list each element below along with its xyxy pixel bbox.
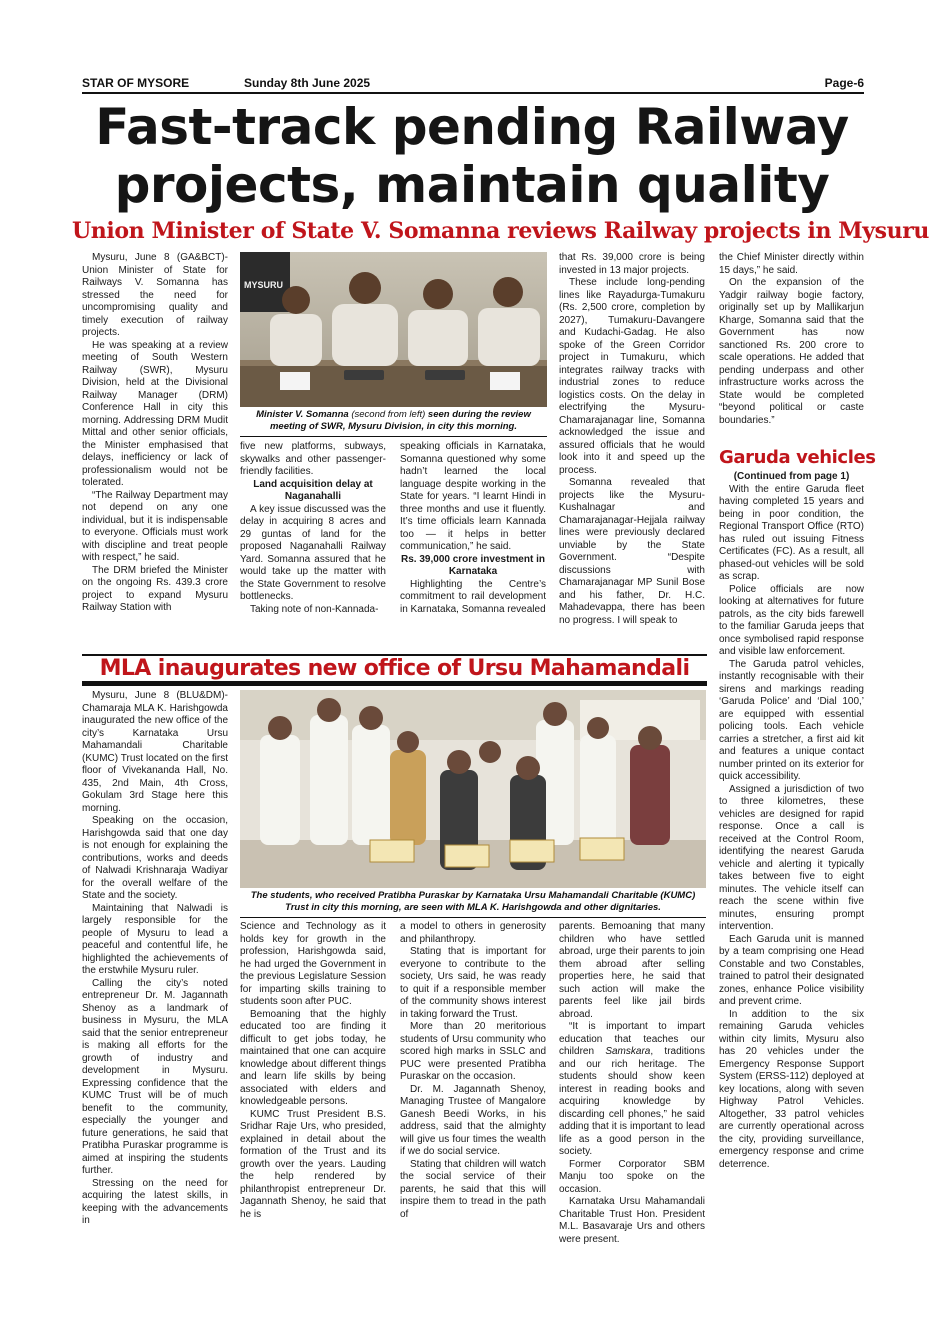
review-meeting-caption <box>240 409 547 433</box>
caption-part: (second from left) <box>348 409 428 420</box>
story1-paragraph: On the expansion of the Yadgir railway bogie factory, originally set up by Mallikarjun Kharge, Somanna said that the Government has now sanctioned Rs. 200 crore to scale operations. He added that pending underpass and other infrastructure works across the State would be completed “beyond political or caste boundaries.” <box>719 277 864 426</box>
story1-paragraph: Mysuru, June 8 (GA&BCT)- Union Minister of State for Railways V. Somanna has stressed the need for uncompromising quality and timely execution of railway projects. <box>82 252 228 338</box>
story2-paragraph: Dr. M. Jagannath Shenoy, Managing Trustee of Mangalore Ganesh Beedi Works, in his address, said that the almighty will give us four times the wealth if we do social service. <box>400 1083 546 1157</box>
garuda-continued: (Continued from page 1) <box>733 471 850 482</box>
story2-column-4 <box>559 921 705 1261</box>
text-run: , traditions and our rich heritage. The students should show keen interest in reading books and acquiring knowledge by discarding cell phones,” he said adding that it is important to lead life as a good person in the society. <box>559 1046 705 1157</box>
story2-paragraph: Stressing on the need for acquiring the latest skills, in keeping with the advancements in <box>82 1177 228 1226</box>
story2-paragraph: Karnataka Ursu Mahamandali Charitable Trust Hon. President M.L. Basavaraje Urs and others were present. <box>559 1196 705 1245</box>
masthead <box>82 74 864 94</box>
story2-paragraph: Stating that children will watch the social service of their parents, he said that this will inspire them to tread in the path of <box>400 1158 546 1220</box>
ceremony-photo-image <box>240 690 706 888</box>
main-subhead: Union Minister of State V. Somanna reviews Railway projects in Mysuru <box>72 218 930 244</box>
award-ceremony-photo <box>240 690 706 888</box>
story1-paragraph: Highlighting the Centre’s commitment to rail development in Karnataka, Somanna revealed <box>400 578 546 615</box>
story1-paragraph: the Chief Minister directly within 15 days,” he said. <box>719 252 864 276</box>
garuda-headline: Garuda vehicles <box>719 447 876 468</box>
text-run-italic: Samskara <box>605 1046 651 1057</box>
garuda-column <box>719 471 864 1261</box>
garuda-paragraph: In addition to the six remaining Garuda vehicles within city limits, Mysuru also has 20 vehicles under the Emergency Response Support System (ERSS-112) deployed at key locations, along with seven Highway Patrol Vehicles. Altogether, 33 patrol vehicles are currently operational across the city, providing surveillance, emergency response and crime deterrence. <box>719 1008 864 1170</box>
story2-paragraph: Bemoaning that the highly educated too are finding it difficult to get jobs today, he maintained that one can acquire knowledge about different things and learn life skills by being associated with elders and knowledgeable persons. <box>240 1008 386 1107</box>
story2-column-1 <box>82 690 228 1261</box>
award-ceremony-caption: The students, who received Pratibha Puraskar by Karnataka Ursu Mahamandali Charitable (KUMC) Trust in city this morning, are seen with MLA K. Harishgowda and other dignitaries. <box>250 890 696 913</box>
caption-part: Minister V. Somanna <box>256 409 349 420</box>
story2-column-3 <box>400 921 546 1261</box>
story2-paragraph: Former Corporator SBM Manju too spoke on the occasion. <box>559 1158 705 1195</box>
story2-paragraph: Science and Technology as it holds key for growth in the profession, Harishgowda said, he had urged the Government in the previous Legislature Session for imparting skills training to students soon after PUC. <box>240 921 386 1007</box>
review-meeting-photo <box>240 252 547 407</box>
story1-column-4 <box>559 252 705 648</box>
story2-paragraph <box>559 1021 705 1159</box>
caption-part: seen during the review meeting of SWR, Mysuru Division, in city this morning. <box>269 409 531 432</box>
story1-paragraph: He was speaking at a review meeting of South Western Railway (SWR), Mysuru Division, held at the Divisional Railway Manager (DRM) Conference Hall in city this morning. Addressing DRM Mudit Mittal and other senior officials, the Minister emphasised that delays, inefficiency or lack of professionalism would not be tolerated. <box>82 339 228 488</box>
story2-paragraph: Stating that is important for everyone to contribute to the society, Urs said, he was ready to quit if a responsible member of the community shows interest in taking forward the Trust. <box>400 946 546 1020</box>
headline-line-2: projects, maintain quality <box>114 156 830 214</box>
story2-paragraph: Maintaining that Nalwadi is largely responsible for the people of Mysuru to lead a peaceful and contentful life, he highlighted the achievements of the erstwhile Mysuru ruler. <box>82 902 228 976</box>
story1-paragraph: that Rs. 39,000 crore is being invested in 13 major projects. <box>559 252 705 276</box>
story1-subhead: Rs. 39,000 crore investment in Karnataka <box>401 553 545 577</box>
story1-paragraph: speaking officials in Karnataka, Somanna questioned why some hadn’t learned the local language despite working in the State for years. “I learnt Hindi in three months and use it fluently. It’s time officials learn Kannada too — it helps in better communication,” he said. <box>400 441 546 552</box>
garuda-paragraph: The Garuda patrol vehicles, instantly recognisable with their sirens and markings reading ‘Garuda Police’ and ‘Dial 100,’ are equipped with essential policing tools. Each vehicle carries a stretcher, a first aid kit and features a unique contact number printed on its exterior for quick accessibility. <box>719 658 864 782</box>
story1-subhead: Land acquisition delay at Naganahalli <box>253 478 373 502</box>
mla-headline: MLA inaugurates new office of Ursu Mahamandali <box>82 656 707 681</box>
story1-paragraph: A key issue discussed was the delay in acquiring 8 acres and 29 guntas of land for the proposed Naganahalli Railway Yard. Somanna assured that he would take up the matter with the State Government to resolve bottlenecks. <box>240 503 386 602</box>
issue-date: Sunday 8th June 2025 <box>244 76 371 90</box>
story1-column-2 <box>240 441 386 648</box>
story1-column-5 <box>719 252 864 442</box>
caption-rule <box>240 436 547 437</box>
publication-name: STAR OF MYSORE <box>82 76 190 90</box>
mla-headline-box <box>82 654 707 686</box>
story2-paragraph: a model to others in generosity and philanthropy. <box>400 921 546 945</box>
garuda-paragraph: Police officials are now looking at alternatives for future patrols, as the city bids farewell to the familiar Garuda jeeps that once symbolised rapid response and visible law enforcement. <box>719 583 864 657</box>
story1-column-1 <box>82 252 228 648</box>
story2-paragraph: Mysuru, June 8 (BLU&DM)- Chamaraja MLA K. Harishgowda inaugurated the new office of the city’s Karnataka Ursu Mahamandali Charitable (KUMC) Trust located on the first floor of Vivekananda Hall, No. 435, 2nd Main, 4th Cross, Gokulam 3rd Stage here this morning. <box>82 690 228 814</box>
story1-paragraph: five new platforms, subways, skywalks and other passenger-friendly facilities. <box>240 441 386 477</box>
story2-paragraph: More than 20 meritorious students of Ursu community who scored high marks in SSLC and PUC were presented Pratibha Puraskar on the occasion. <box>400 1021 546 1082</box>
caption-rule <box>240 917 706 918</box>
story1-paragraph: Somanna revealed that projects like the Mysuru-Kushalnagar and Chamarajanagar-Hejjala railway lines were previously declared unviable by the State Government. “Despite discussions with Chamarajanagar MP Sunil Bose and his father, Dr. H.C. Mahadevappa, there has been no progress. I will speak to <box>559 477 705 626</box>
story2-paragraph: KUMC Trust President B.S. Sridhar Raje Urs, who presided, explained in detail about the formation of the Trust and its growth over the years. Lauding the help rendered by philanthropist entrepreneur Dr. Jagannath Shenoy, he said that he is <box>240 1108 386 1220</box>
story2-paragraph: parents. Bemoaning that many children who have settled abroad, urge their parents to join them abroad after selling properties here, he said that such action will make the parents feel like jail birds abroad. <box>559 921 705 1020</box>
garuda-paragraph: Each Garuda unit is manned by a team comprising one Head Constable and two Constables, trained to patrol their designated zones, enhance Police visibility and prevent crime. <box>719 933 864 1007</box>
meeting-photo-image <box>240 252 547 407</box>
story1-column-3 <box>400 441 546 648</box>
story2-paragraph: Calling the city’s noted entrepreneur Dr. M. Jagannath Shenoy as a landmark of business in Mysuru, the MLA said that the senior entrepreneur is making all efforts for the growth of industry and development in Mysuru. Expressing confidence that the KUMC Trust will be of much benefit to the community, especially the younger and future generations, he said that Pratibha Puraskar programme is aimed at inspiring the students further. <box>82 977 228 1176</box>
page-number: Page-6 <box>824 76 864 90</box>
story1-paragraph: Taking note of non-Kannada- <box>250 603 379 615</box>
headline-line-1: Fast-track pending Railway <box>95 98 849 156</box>
garuda-paragraph: Assigned a jurisdiction of two to three kilometres, these vehicles are designed for rapid response. Once a call is received at the Control Room, identifying the nearest Garuda vehicle and alerting it typically takes between five to eight minutes. The vehicle itself can reach the scene within five minutes, ensuring prompt intervention. <box>719 783 864 932</box>
masthead-rule <box>82 92 864 94</box>
story1-paragraph: The DRM briefed the Minister on the ongoing Rs. 439.3 crore project to expand Mysuru Railway Station with <box>82 564 228 613</box>
photo-sign-text: MYSURU <box>244 280 284 290</box>
story2-paragraph: Speaking on the occasion, Harishgowda said that one day is not enough for explaining the contributions, works and deeds of Nalwadi Krishnaraja Wadiyar for the overall welfare of the State and the society. <box>82 815 228 901</box>
main-headline <box>72 98 872 214</box>
story1-paragraph: “The Railway Department may not depend on any one individual, but it is indispensable to everyone. Officials must work with discipline and treat people with respect,” he said. <box>82 489 228 563</box>
story2-column-2 <box>240 921 386 1261</box>
text-run: “It is important to impart education that teaches our children <box>559 1021 705 1057</box>
story1-paragraph: These include long-pending lines like Rayadurga-Tumakuru (Rs. 2,500 crore, completion by 2027), Tumakuru-Davangere and Kudachi-Gadag. He also spoke of the Green Corridor project in Tumakuru, which integrates railway tracks with industrial zones to reduce logistics costs. On the delay in electrifying the Mysuru-Chamarajanagar line, Somanna acknowledged the issue and assured officials that he would look into it and speed up the process. <box>559 277 705 476</box>
garuda-paragraph: With the entire Garuda fleet having completed 15 years and being in poor condition, the Regional Transport Office (RTO) has ruled out issuing Fitness Certificates (FC). As a result, all phased-out vehicles will be sold as scrap. <box>719 483 864 582</box>
